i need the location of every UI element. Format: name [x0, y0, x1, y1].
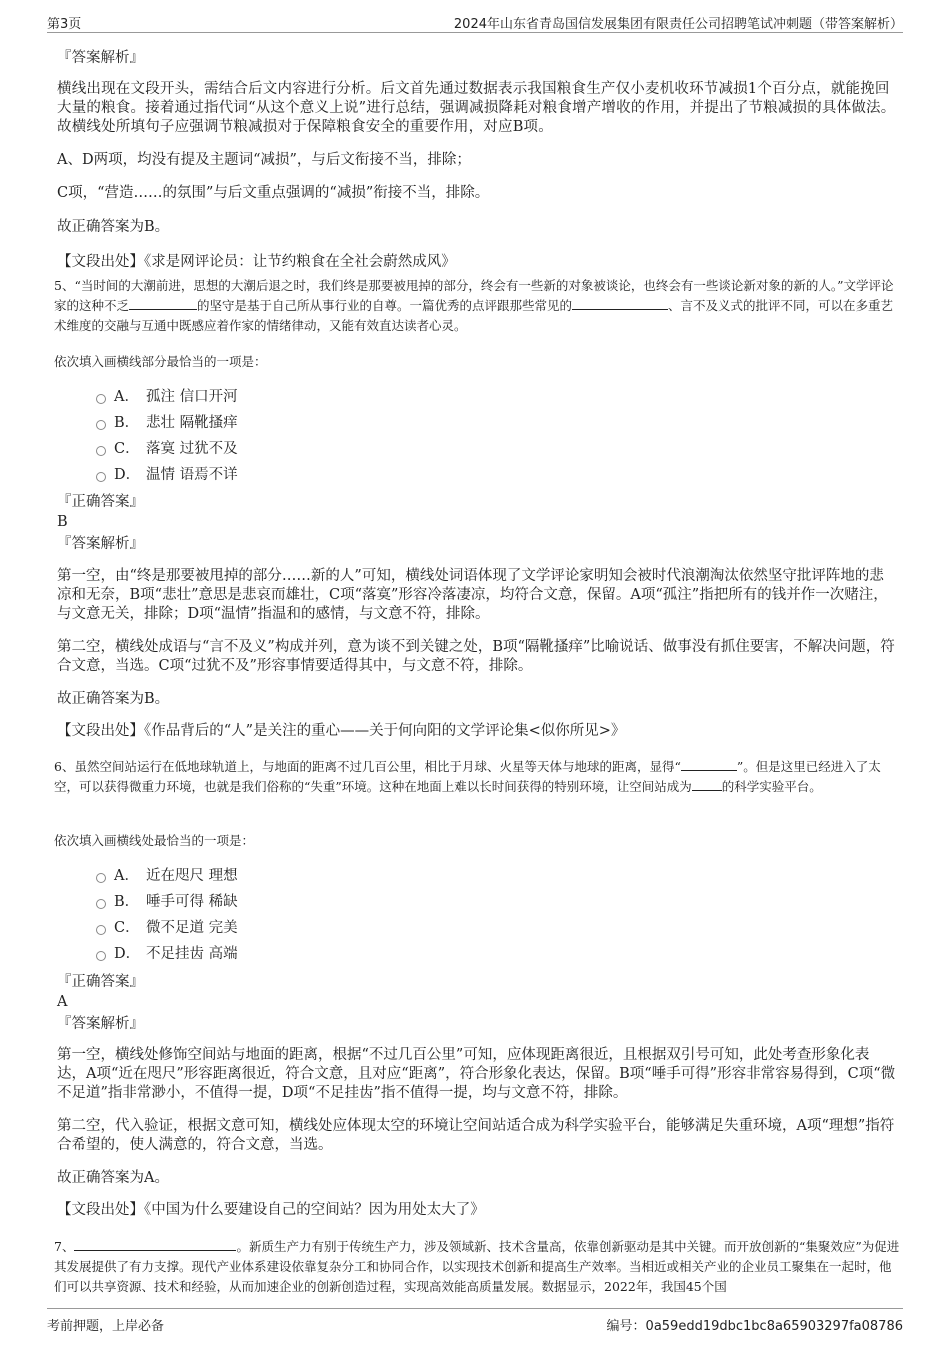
radio-icon[interactable]	[96, 951, 106, 961]
q6-answer: A	[57, 994, 68, 1010]
q5-stem: 5、“当时间的大潮前进，思想的大潮后退之时，我们终是那要被甩掉的部分，终会有一些新的对象被谈论，也终会有一些谈论新对象的新的人。”文学评论家的这种不乏 的坚守是基于自己所从事行业的自尊。一篇优秀的点评跟那些常见的 、言不及义式的批评不同，可以在多重艺术维度的交融与互通中既感应着作家的情绪律动，又能有效直达读者心灵。	[54, 278, 894, 333]
q6-conclusion: 故正确答案为A。	[57, 1170, 169, 1186]
radio-icon[interactable]	[96, 873, 106, 883]
page-header	[47, 10, 903, 33]
q4-analysis-paragraph-2: A、D两项，均没有提及主题词“减损”，与后文衔接不当，排除；	[57, 152, 471, 168]
document-code: 编号：0a59edd19dbc1bc8a65903297fa08786	[606, 1319, 903, 1334]
page-footer	[47, 1308, 903, 1333]
q5-answer-label: 『正确答案』	[57, 494, 144, 510]
q7-blank-1	[74, 1237, 236, 1251]
q5-option-c[interactable]: C． 落寞 过犹不及	[96, 440, 238, 458]
q5-blank-1	[129, 296, 197, 310]
q6-analysis-paragraph-2: 第二空，代入验证，根据文意可知，横线处应体现太空的环境让空间站适合成为科学实验平台，能够满足失重环境，A项“理想”指符合希望的，使人满意的，符合文意，当选。	[57, 1118, 895, 1153]
q5-prompt: 依次填入画横线部分最恰当的一项是：	[54, 354, 267, 369]
q4-analysis-paragraph-1: 横线出现在文段开头，需结合后文内容进行分析。后文首先通过数据表示我国粮食生产仅小麦机收环节减损1个百分点，就能挽回大量的粮食。接着通过指代词“从这个意义上说”进行总结，强调减损降耗对粮食增产增收的作用，并提出了节粮减损的具体做法。故横线处所填句子应强调节粮减损对于保障粮食安全的重要作用，对应B项。	[57, 81, 896, 135]
q4-source: 【文段出处】《求是网评论员：让节约粮食在全社会蔚然成风》	[57, 254, 456, 270]
q5-answer: B	[57, 514, 68, 530]
footer-slogan: 考前押题，上岸必备	[47, 1319, 165, 1334]
q6-option-d[interactable]: D． 不足挂齿 高端	[96, 945, 238, 963]
radio-icon[interactable]	[96, 472, 106, 482]
q5-option-d[interactable]: D． 温情 语焉不详	[96, 466, 238, 484]
q6-blank-2	[692, 777, 722, 791]
q5-option-a[interactable]: A． 孤注 信口开河	[96, 388, 238, 406]
q6-analysis-label: 『答案解析』	[57, 1016, 144, 1032]
radio-icon[interactable]	[96, 899, 106, 909]
q4-analysis-paragraph-3: C项，“营造……的氛围”与后文重点强调的“减损”衔接不当，排除。	[57, 185, 490, 201]
q5-source: 【文段出处】《作品背后的“人”是关注的重心——关于何向阳的文学评论集<似你所见>》	[57, 723, 626, 739]
radio-icon[interactable]	[96, 446, 106, 456]
q6-prompt: 依次填入画横线处最恰当的一项是：	[54, 833, 255, 848]
q5-analysis-paragraph-1: 第一空，由“终是那要被甩掉的部分……新的人”可知，横线处词语体现了文学评论家明知会被时代浪潮淘汰依然坚守批评阵地的悲凉和无奈，B项“悲壮”意思是悲哀而雄壮，C项“落寞”形容冷落凄凉，均符合文意，保留。A项“孤注”指把所有的钱并作一次赌注，与文意无关，排除；D项“温情”指温和的感情，与文意不符，排除。	[57, 568, 888, 622]
q6-stem: 6、虽然空间站运行在低地球轨道上，与地面的距离不过几百公里，相比于月球、火星等天体与地球的距离，显得“ ”。但是这里已经进入了太空，可以获得微重力环境，也就是我们俗称的“失重”环境。这种在地面上难以长时间获得的特别环境，让空间站成为 的科学实验平台。	[54, 759, 881, 794]
q7-stem: 7、 。新质生产力有别于传统生产力，涉及领域新、技术含量高，依靠创新驱动是其中关键。而开放创新的“集聚效应”为促进其发展提供了有力支撑。现代产业体系建设依靠复杂分工和协同合作，以实现技术创新和提高生产效率。当相近或相关产业的企业员工聚集在一起时，他们可以共享资源、技术和经验，从而加速企业的创新创造过程，实现高效能高质量发展。数据显示，2022年，我国45个国	[54, 1239, 900, 1294]
radio-icon[interactable]	[96, 394, 106, 404]
q6-option-a[interactable]: A． 近在咫尺 理想	[96, 867, 238, 885]
q6-source: 【文段出处】《中国为什么要建设自己的空间站？因为用处太大了》	[57, 1202, 485, 1218]
page-number: 第3页	[47, 17, 82, 32]
radio-icon[interactable]	[96, 420, 106, 430]
radio-icon[interactable]	[96, 925, 106, 935]
document-title: 2024年山东省青岛国信发展集团有限责任公司招聘笔试冲刺题（带答案解析）	[453, 17, 903, 32]
q5-blank-2	[572, 296, 668, 310]
q5-analysis-label: 『答案解析』	[57, 536, 144, 552]
q6-blank-1	[681, 757, 737, 771]
q6-option-c[interactable]: C． 微不足道 完美	[96, 919, 238, 937]
q6-answer-label: 『正确答案』	[57, 974, 144, 990]
q6-analysis-paragraph-1: 第一空，横线处修饰空间站与地面的距离，根据“不过几百公里”可知，应体现距离很近，且根据双引号可知，此处考查形象化表达，A项“近在咫尺”形容距离很近，符合文意，且对应“距离”，符合形象化表达，保留。B项“唾手可得”形容非常容易得到，C项“微不足道”指非常渺小，不值得一提，D项“不足挂齿”指不值得一提，均与文意不符，排除。	[57, 1047, 896, 1101]
q5-conclusion: 故正确答案为B。	[57, 691, 170, 707]
q5-option-b[interactable]: B． 悲壮 隔靴搔痒	[96, 414, 238, 432]
q4-analysis-label: 『答案解析』	[57, 50, 144, 66]
q6-option-b[interactable]: B． 唾手可得 稀缺	[96, 893, 238, 911]
q5-analysis-paragraph-2: 第二空，横线处成语与“言不及义”构成并列，意为谈不到关键之处，B项“隔靴搔痒”比喻说话、做事没有抓住要害，不解决问题，符合文意，当选。C项“过犹不及”形容事情要适得其中，与文意不符，排除。	[57, 639, 895, 674]
q4-conclusion: 故正确答案为B。	[57, 219, 170, 235]
